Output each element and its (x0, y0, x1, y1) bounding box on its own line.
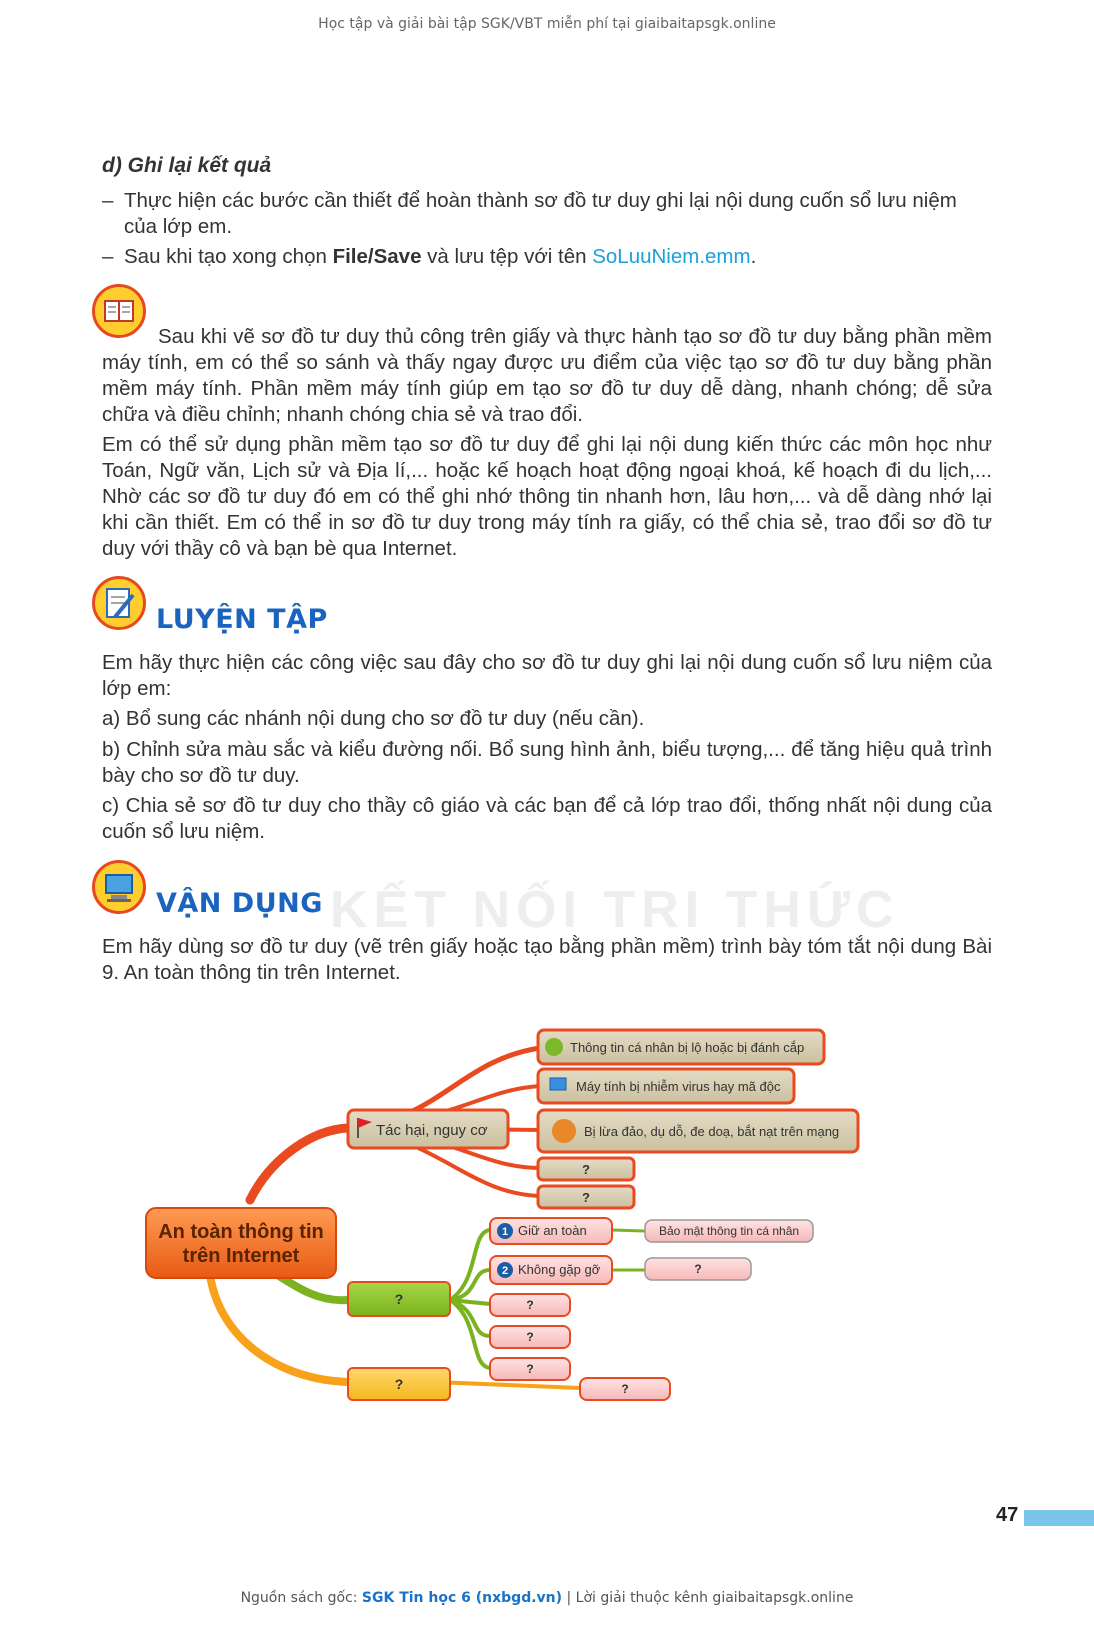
harm-3-label: Bị lừa đảo, dụ dỗ, đe doạ, bắt nạt trên mạng (584, 1124, 840, 1139)
filename-link: SoLuuNiem.emm (592, 245, 751, 268)
center-label-2: trên Internet (182, 1245, 300, 1267)
tiger-icon (552, 1119, 576, 1143)
yellow-q-label: ? (621, 1382, 629, 1396)
luyen-tap-title: LUYỆN TẬP (156, 604, 328, 635)
harm-q2-label: ? (582, 1190, 590, 1205)
bullet-2-end: . (750, 245, 757, 268)
file-save-text: File/Save (332, 245, 422, 268)
harm-2-label: Máy tính bị nhiễm virus hay mã độc (576, 1079, 781, 1094)
van-dung-title: VẬN DỤNG (156, 888, 323, 919)
bullet-1: – Thực hiện các bước cần thiết để hoàn thành sơ đồ tư duy ghi lại nội dung cuốn sổ lưu niệm của lớp em. (102, 188, 992, 240)
rule-2-detail-label: ? (694, 1262, 702, 1276)
center-node (146, 1208, 336, 1278)
sad-face-icon (545, 1038, 563, 1056)
section-d-title: d) Ghi lại kết quả (102, 154, 272, 177)
watermark: KẾT NỐI TRI THỨC (330, 881, 900, 939)
footer-post: | Lời giải thuộc kênh giaibaitapsgk.online (562, 1590, 854, 1606)
mindmap (140, 1020, 900, 1440)
rule-2-label: Không gặp gỡ (518, 1262, 601, 1277)
footer-pre: Nguồn sách gốc: (240, 1590, 362, 1606)
luyen-tap-intro: Em hãy thực hiện các công việc sau đây cho sơ đồ tư duy ghi lại nội dung cuốn sổ lưu niệm của lớp em: (102, 651, 992, 700)
rule-q3-label: ? (526, 1362, 534, 1376)
number-2-label: 2 (501, 1265, 509, 1277)
van-dung-text: Em hãy dùng sơ đồ tư duy (vẽ trên giấy hoặc tạo bằng phần mềm) trình bày tóm tắt nội dung Bài 9. An toàn thông tin trên Internet. (102, 935, 992, 984)
center-label-1: An toàn thông tin (158, 1221, 324, 1243)
bullet-2-pre: Sau khi tạo xong chọn (124, 245, 333, 268)
harm-q1-label: ? (582, 1162, 590, 1177)
luyen-tap-b: b) Chỉnh sửa màu sắc và kiểu đường nối. Bổ sung hình ảnh, biểu tượng,... để tăng hiệu quả trình bày cho sơ đồ tư duy. (102, 738, 992, 787)
footer-book: SGK Tin học 6 (nxbgd.vn) (361, 1590, 563, 1606)
page-number: 47 (996, 1504, 1019, 1526)
luyen-tap-a: a) Bổ sung các nhánh nội dung cho sơ đồ tư duy (nếu cần). (102, 707, 645, 730)
note-para-1: Sau khi vẽ sơ đồ tư duy thủ công trên giấy và thực hành tạo sơ đồ tư duy bằng phần mềm máy tính, em có thể so sánh và thấy ngay được ưu điểm của việc tạo sơ đồ tư duy bằng phần mềm máy tính. Phần mềm máy tính giúp em tạo sơ đồ tư duy dễ dàng, nhanh chóng; dễ sửa chữa và điều chỉnh; nhanh chóng chia sẻ và trao đổi. (102, 325, 992, 426)
number-1-label: 1 (501, 1226, 509, 1238)
bullet-1-text: Thực hiện các bước cần thiết để hoàn thành sơ đồ tư duy ghi lại nội dung cuốn sổ lưu niệm của lớp em. (124, 189, 957, 238)
page-footer (0, 1590, 1094, 1606)
note-para-2: Em có thể sử dụng phần mềm tạo sơ đồ tư duy để ghi lại nội dung kiến thức các môn học như Toán, Ngữ văn, Lịch sử và Địa lí,... hoặc kế hoạch hoạt động ngoại khoá, kế hoạch đi du lịch,... Nhờ các sơ đồ tư duy đó em có thể ghi nhớ thông tin nhanh hơn, lâu hơn,... và dễ dàng nhớ lại khi cần thiết. Em có thể in sơ đồ tư duy trong máy tính ra giấy, có thể chia sẻ, trao đổi sơ đồ tư duy với thầy cô và bạn bè qua Internet. (102, 433, 992, 560)
bullet-2: – Sau khi tạo xong chọn File/Save và lưu tệp với tên SoLuuNiem.emm. (102, 245, 757, 268)
rule-1-detail-label: Bảo mật thông tin cá nhân (658, 1224, 800, 1238)
computer-icon (92, 860, 146, 914)
pencil-notebook-icon (92, 576, 146, 630)
branch-harm-label: Tác hại, nguy cơ (376, 1122, 488, 1139)
monitor-icon (550, 1078, 566, 1090)
page-header: Học tập và giải bài tập SGK/VBT miễn phí tại giaibaitapsgk.online (318, 16, 776, 32)
rule-1-label: Giữ an toàn (518, 1223, 587, 1238)
branch-yellow-label: ? (394, 1376, 404, 1392)
rule-q1-label: ? (526, 1298, 534, 1312)
page-number-bar (1024, 1510, 1094, 1526)
harm-1-label: Thông tin cá nhân bị lộ hoặc bị đánh cắp (570, 1040, 805, 1055)
luyen-tap-c: c) Chia sẻ sơ đồ tư duy cho thầy cô giáo và các bạn để cả lớp trao đổi, thống nhất nội dung của cuốn sổ lưu niệm. (102, 794, 992, 843)
bullet-2-mid: và lưu tệp với tên (421, 245, 593, 268)
rule-q2-label: ? (526, 1330, 534, 1344)
branch-rules-label: ? (394, 1291, 404, 1307)
